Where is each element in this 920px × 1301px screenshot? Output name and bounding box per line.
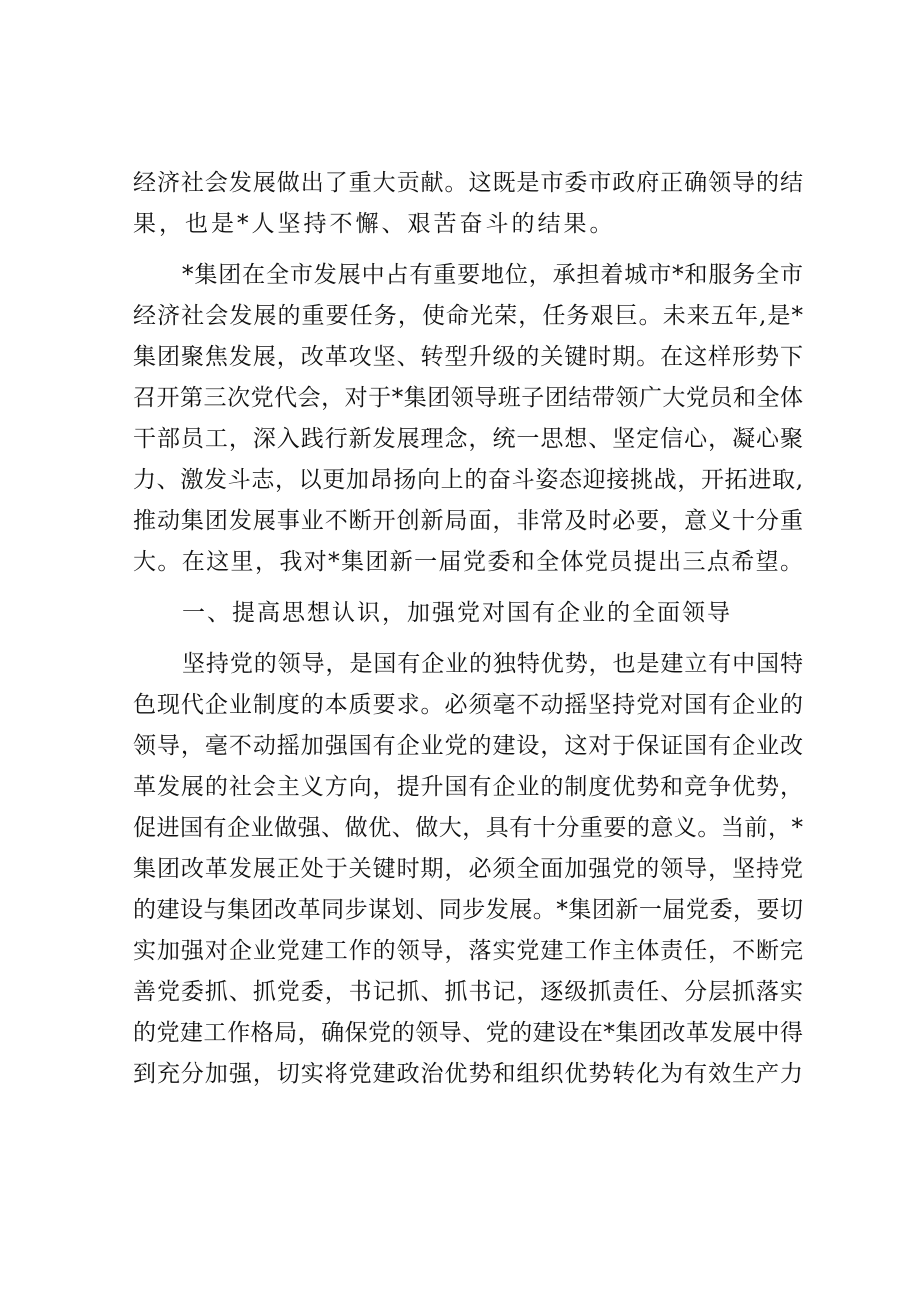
text-line: 召开第三次党代会，对于*集团领导班子团结带领广大党员和全体 (133, 385, 803, 411)
text-line: *集团在全市发展中占有重要地位，承担着城市*和服务全市 (182, 262, 803, 288)
text-line: 领导，毫不动摇加强国有企业党的建设，这对于保证国有企业改 (133, 733, 803, 759)
text-line: 坚持党的领导，是国有企业的独特优势，也是建立有中国特 (182, 651, 803, 677)
text-line: 到充分加强，切实将党建政治优势和组织优势转化为有效生产力 (133, 1061, 803, 1087)
text-line: 大。在这里，我对*集团新一届党委和全体党员提出三点希望。 (133, 549, 803, 575)
text-line: 力、激发斗志，以更加昂扬向上的奋斗姿态迎接挑战，开拓进取, (133, 467, 803, 493)
text-line: 集团聚焦发展，改革攻坚、转型升级的关键时期。在这样形势下 (133, 344, 803, 370)
text-line: 的党建工作格局，确保党的领导、党的建设在*集团改革发展中得 (133, 1020, 803, 1046)
text-line: 善党委抓、抓党委，书记抓、抓书记，逐级抓责任、分层抓落实 (133, 979, 803, 1005)
text-line: 革发展的社会主义方向，提升国有企业的制度优势和竞争优势， (133, 774, 803, 800)
text-line: 经济社会发展的重要任务，使命光荣，任务艰巨。未来五年,是* (133, 303, 803, 329)
text-line: 色现代企业制度的本质要求。必须毫不动摇坚持党对国有企业的 (133, 692, 803, 718)
text-line: 集团改革发展正处于关键时期，必须全面加强党的领导，坚持党 (133, 856, 803, 882)
document-body (133, 163, 803, 1095)
text-line: 促进国有企业做强、做优、做大，具有十分重要的意义。当前，* (133, 815, 803, 841)
text-line: 实加强对企业党建工作的领导，落实党建工作主体责任，不断完 (133, 938, 803, 964)
text-line: 经济社会发展做出了重大贡献。这既是市委市政府正确领导的结 (133, 170, 803, 196)
section-heading: 一、提高思想认识，加强党对国有企业的全面领导 (182, 600, 732, 626)
text-line: 推动集团发展事业不断开创新局面，非常及时必要，意义十分重 (133, 508, 803, 534)
text-line: 的建设与集团改革同步谋划、同步发展。*集团新一届党委，要切 (133, 897, 803, 923)
text-line: 果，也是*人坚持不懈、艰苦奋斗的结果。 (133, 211, 616, 237)
text-line: 干部员工，深入践行新发展理念，统一思想、坚定信心，凝心聚 (133, 426, 803, 452)
